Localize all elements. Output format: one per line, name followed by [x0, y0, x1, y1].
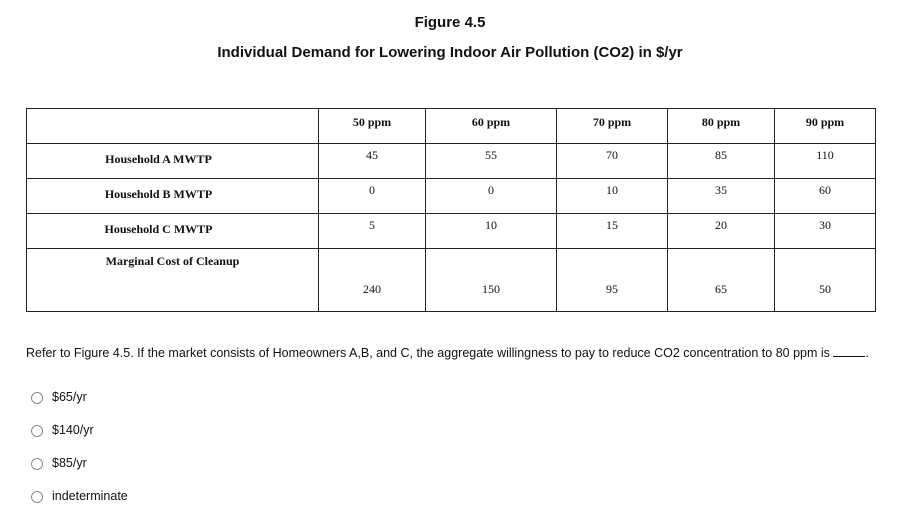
table-row-household-b [27, 179, 876, 214]
question-text [26, 345, 871, 361]
row-label: Household A MWTP [27, 144, 319, 179]
question-text-after: . [865, 346, 869, 360]
table-cell: 5 [319, 214, 426, 249]
option-label[interactable]: indeterminate [52, 489, 128, 503]
table-row-household-a [27, 144, 876, 179]
answer-blank [833, 345, 865, 357]
table-cell: 150 [426, 249, 557, 312]
answer-option[interactable] [31, 456, 128, 489]
table-row-marginal-cost [27, 249, 876, 312]
table-cell: 65 [668, 249, 775, 312]
option-label[interactable]: $65/yr [52, 390, 87, 404]
table-cell: 0 [319, 179, 426, 214]
table-header-70ppm: 70 ppm [557, 109, 668, 144]
question-text-before: Refer to Figure 4.5. If the market consists of Homeowners A,B, and C, the aggregate willingness to pay to reduce CO2 concentration to 80 ppm is [26, 346, 834, 360]
table-cell: 70 [557, 144, 668, 179]
table-cell: 95 [557, 249, 668, 312]
table-cell: 110 [775, 144, 876, 179]
option-label[interactable]: $85/yr [52, 456, 87, 470]
row-label: Household B MWTP [27, 179, 319, 214]
table-header-80ppm: 80 ppm [668, 109, 775, 144]
table-header-90ppm: 90 ppm [775, 109, 876, 144]
radio-button[interactable] [31, 491, 43, 503]
figure-title: Figure 4.5 [414, 14, 486, 31]
table-cell: 50 [775, 249, 876, 312]
table-cell: 35 [668, 179, 775, 214]
table-cell: 20 [668, 214, 775, 249]
table-cell: 85 [668, 144, 775, 179]
radio-button[interactable] [31, 425, 43, 437]
answer-option[interactable] [31, 423, 128, 456]
table-cell: 30 [775, 214, 876, 249]
table-cell: 0 [426, 179, 557, 214]
table-row-household-c [27, 214, 876, 249]
answer-option[interactable] [31, 489, 128, 522]
table-cell: 60 [775, 179, 876, 214]
answer-options [31, 390, 128, 522]
demand-table [26, 108, 876, 312]
answer-option[interactable] [31, 390, 128, 423]
table-cell: 45 [319, 144, 426, 179]
table-cell: 10 [426, 214, 557, 249]
table-cell: 240 [319, 249, 426, 312]
table-header-60ppm: 60 ppm [426, 109, 557, 144]
table-header-50ppm: 50 ppm [319, 109, 426, 144]
row-label: Marginal Cost of Cleanup [27, 249, 319, 312]
table-cell: 10 [557, 179, 668, 214]
figure-subtitle: Individual Demand for Lowering Indoor Air Pollution (CO2) in $/yr [217, 44, 683, 61]
table-header-row [27, 109, 876, 144]
table-cell: 15 [557, 214, 668, 249]
table-cell: 55 [426, 144, 557, 179]
table-header-empty [27, 109, 319, 144]
radio-button[interactable] [31, 392, 43, 404]
row-label: Household C MWTP [27, 214, 319, 249]
radio-button[interactable] [31, 458, 43, 470]
option-label[interactable]: $140/yr [52, 423, 94, 437]
